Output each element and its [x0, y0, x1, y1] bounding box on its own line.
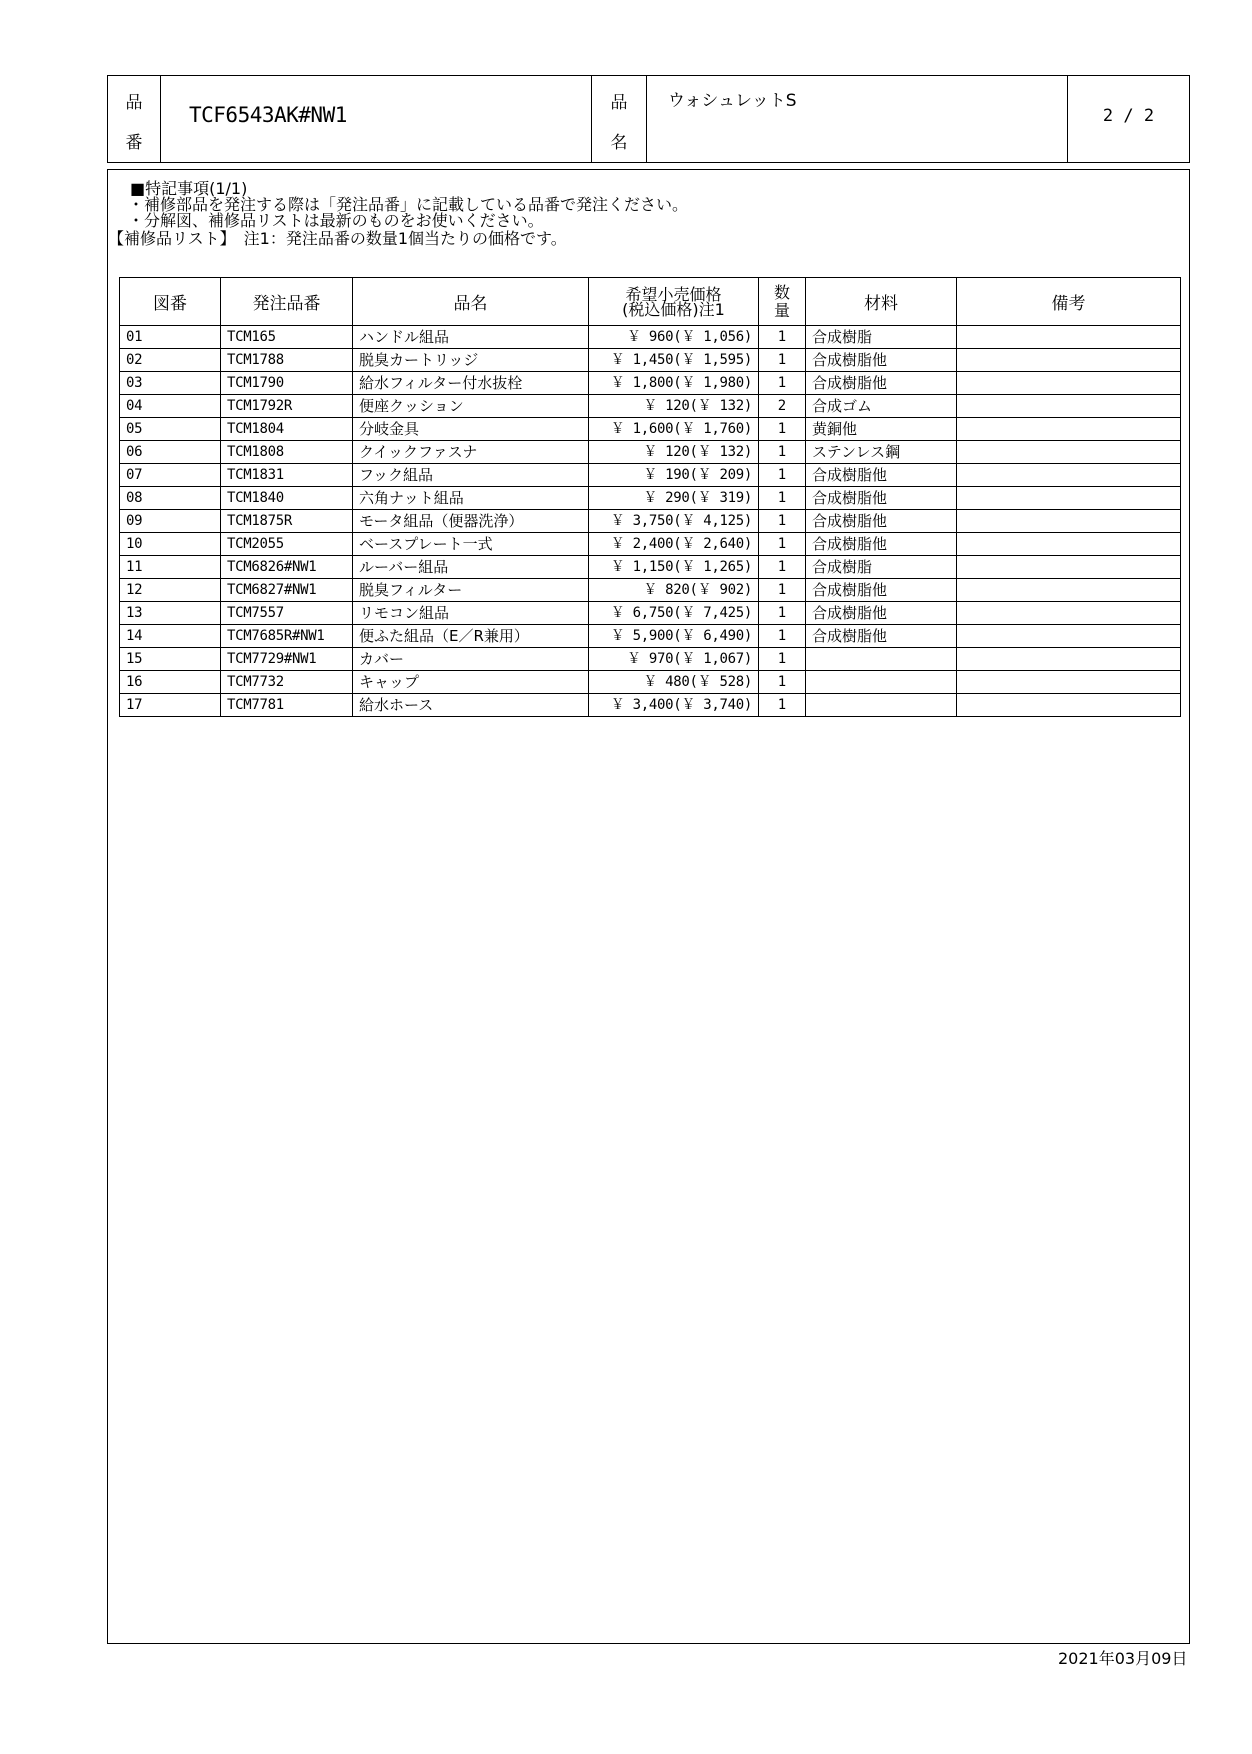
fig-no-cell: 14 [120, 625, 221, 648]
fig-no-cell: 12 [120, 579, 221, 602]
material-cell: 合成樹脂他 [806, 579, 957, 602]
material-cell: 合成樹脂他 [806, 349, 957, 372]
parts-table-body [120, 326, 1181, 717]
name-cell: 分岐金具 [353, 418, 589, 441]
table-row [120, 533, 1181, 556]
price-cell: ￥ 480(￥ 528) [589, 671, 759, 694]
name-cell: フック組品 [353, 464, 589, 487]
order-code-cell: TCM1788 [221, 349, 353, 372]
fig-no-cell: 17 [120, 694, 221, 717]
order-code-cell: TCM7685R#NW1 [221, 625, 353, 648]
price-cell: ￥ 120(￥ 132) [589, 395, 759, 418]
price-cell: ￥ 1,150(￥ 1,265) [589, 556, 759, 579]
remarks-cell [957, 349, 1181, 372]
remarks-cell [957, 441, 1181, 464]
remarks-cell [957, 395, 1181, 418]
fig-no-cell: 16 [120, 671, 221, 694]
qty-cell: 1 [759, 533, 806, 556]
qty-cell: 1 [759, 441, 806, 464]
price-cell: ￥ 190(￥ 209) [589, 464, 759, 487]
material-cell [806, 671, 957, 694]
issue-date: 2021年03月09日 [1058, 1649, 1188, 1668]
qty-cell: 1 [759, 326, 806, 349]
material-cell [806, 648, 957, 671]
name-cell: 給水フィルター付水抜栓 [353, 372, 589, 395]
price-cell: ￥ 290(￥ 319) [589, 487, 759, 510]
product-name-value: ウォシュレットS [668, 91, 797, 111]
material-cell: 黄銅他 [806, 418, 957, 441]
material-cell: 合成樹脂 [806, 326, 957, 349]
part-number-cell [161, 76, 592, 162]
part-number-value: TCF6543AK#NW1 [189, 103, 347, 127]
price-cell: ￥ 1,450(￥ 1,595) [589, 349, 759, 372]
product-name-cell [647, 76, 1068, 162]
material-cell: 合成樹脂他 [806, 487, 957, 510]
name-cell: リモコン組品 [353, 602, 589, 625]
qty-cell: 1 [759, 556, 806, 579]
qty-cell: 1 [759, 372, 806, 395]
price-cell: ￥ 820(￥ 902) [589, 579, 759, 602]
order-code-cell: TCM1808 [221, 441, 353, 464]
material-cell: 合成樹脂他 [806, 625, 957, 648]
remarks-cell [957, 487, 1181, 510]
price-cell: ￥ 970(￥ 1,067) [589, 648, 759, 671]
fig-no-cell: 03 [120, 372, 221, 395]
header-price: 希望小売価格 (税込価格)注1 [589, 278, 759, 326]
material-cell: 合成樹脂他 [806, 602, 957, 625]
qty-cell: 1 [759, 487, 806, 510]
table-header-row [120, 278, 1181, 326]
qty-cell: 1 [759, 625, 806, 648]
qty-cell: 1 [759, 349, 806, 372]
table-row [120, 648, 1181, 671]
material-cell: 合成樹脂他 [806, 372, 957, 395]
qty-cell: 1 [759, 464, 806, 487]
qty-cell: 2 [759, 395, 806, 418]
notes-title: ■特記事項(1/1) [130, 179, 248, 198]
special-notes [108, 181, 688, 247]
price-cell: ￥ 1,600(￥ 1,760) [589, 418, 759, 441]
table-row [120, 510, 1181, 533]
order-code-cell: TCM7729#NW1 [221, 648, 353, 671]
material-cell: ステンレス鋼 [806, 441, 957, 464]
name-cell: ルーバー組品 [353, 556, 589, 579]
order-code-cell: TCM7557 [221, 602, 353, 625]
fig-no-cell: 07 [120, 464, 221, 487]
price-cell: ￥ 120(￥ 132) [589, 441, 759, 464]
remarks-cell [957, 510, 1181, 533]
fig-no-cell: 11 [120, 556, 221, 579]
name-cell: キャップ [353, 671, 589, 694]
order-code-cell: TCM2055 [221, 533, 353, 556]
table-row [120, 349, 1181, 372]
order-code-cell: TCM1840 [221, 487, 353, 510]
qty-cell: 1 [759, 510, 806, 533]
order-code-cell: TCM1831 [221, 464, 353, 487]
remarks-cell [957, 464, 1181, 487]
remarks-cell [957, 694, 1181, 717]
notes-line-2: ・分解図、補修品リストは最新のものをお使いください。 [128, 211, 544, 230]
fig-no-cell: 05 [120, 418, 221, 441]
table-row [120, 579, 1181, 602]
name-cell: 脱臭カートリッジ [353, 349, 589, 372]
fig-no-cell: 04 [120, 395, 221, 418]
header-qty: 数 量 [759, 278, 806, 326]
table-row [120, 694, 1181, 717]
name-cell: ベースプレート一式 [353, 533, 589, 556]
material-cell: 合成樹脂 [806, 556, 957, 579]
product-name-label: 品 名 [592, 76, 647, 162]
header-fig-no: 図番 [120, 278, 221, 326]
name-cell: モータ組品（便器洗浄） [353, 510, 589, 533]
name-cell: 六角ナット組品 [353, 487, 589, 510]
remarks-cell [957, 326, 1181, 349]
price-cell: ￥ 6,750(￥ 7,425) [589, 602, 759, 625]
remarks-cell [957, 533, 1181, 556]
material-cell [806, 694, 957, 717]
material-cell: 合成樹脂他 [806, 464, 957, 487]
order-code-cell: TCM7732 [221, 671, 353, 694]
order-code-cell: TCM6827#NW1 [221, 579, 353, 602]
table-row [120, 464, 1181, 487]
fig-no-cell: 08 [120, 487, 221, 510]
price-cell: ￥ 5,900(￥ 6,490) [589, 625, 759, 648]
name-cell: 便座クッション [353, 395, 589, 418]
name-cell: 便ふた組品（E／R兼用） [353, 625, 589, 648]
material-cell: 合成樹脂他 [806, 510, 957, 533]
fig-no-cell: 09 [120, 510, 221, 533]
page-number-cell [1068, 76, 1189, 162]
price-cell: ￥ 3,750(￥ 4,125) [589, 510, 759, 533]
material-cell: 合成ゴム [806, 395, 957, 418]
name-cell: クイックファスナ [353, 441, 589, 464]
qty-cell: 1 [759, 694, 806, 717]
fig-no-cell: 02 [120, 349, 221, 372]
header-remarks: 備考 [957, 278, 1181, 326]
header-name: 品名 [353, 278, 589, 326]
remarks-cell [957, 602, 1181, 625]
name-cell: ハンドル組品 [353, 326, 589, 349]
remarks-cell [957, 418, 1181, 441]
price-cell: ￥ 1,800(￥ 1,980) [589, 372, 759, 395]
table-row [120, 326, 1181, 349]
table-row [120, 602, 1181, 625]
order-code-cell: TCM1875R [221, 510, 353, 533]
name-cell: 給水ホース [353, 694, 589, 717]
remarks-cell [957, 625, 1181, 648]
remarks-cell [957, 648, 1181, 671]
name-cell: 脱臭フィルター [353, 579, 589, 602]
fig-no-cell: 01 [120, 326, 221, 349]
table-row [120, 671, 1181, 694]
qty-cell: 1 [759, 418, 806, 441]
qty-cell: 1 [759, 648, 806, 671]
table-row [120, 372, 1181, 395]
table-row [120, 556, 1181, 579]
price-cell: ￥ 960(￥ 1,056) [589, 326, 759, 349]
header-material: 材料 [806, 278, 957, 326]
order-code-cell: TCM7781 [221, 694, 353, 717]
table-row [120, 418, 1181, 441]
order-code-cell: TCM1790 [221, 372, 353, 395]
fig-no-cell: 06 [120, 441, 221, 464]
part-number-label: 品 番 [108, 76, 161, 162]
order-code-cell: TCM1792R [221, 395, 353, 418]
remarks-cell [957, 579, 1181, 602]
qty-cell: 1 [759, 671, 806, 694]
price-cell: ￥ 3,400(￥ 3,740) [589, 694, 759, 717]
remarks-cell [957, 372, 1181, 395]
name-cell: カバー [353, 648, 589, 671]
qty-cell: 1 [759, 602, 806, 625]
price-cell: ￥ 2,400(￥ 2,640) [589, 533, 759, 556]
order-code-cell: TCM6826#NW1 [221, 556, 353, 579]
table-row [120, 625, 1181, 648]
table-row [120, 395, 1181, 418]
remarks-cell [957, 671, 1181, 694]
document-header [107, 75, 1190, 163]
fig-no-cell: 10 [120, 533, 221, 556]
table-row [120, 441, 1181, 464]
parts-list-title: 【補修品リスト】 注1：発注品番の数量1個当たりの価格です。 [108, 229, 567, 248]
order-code-cell: TCM1804 [221, 418, 353, 441]
fig-no-cell: 15 [120, 648, 221, 671]
header-order-code: 発注品番 [221, 278, 353, 326]
order-code-cell: TCM165 [221, 326, 353, 349]
table-row [120, 487, 1181, 510]
qty-cell: 1 [759, 579, 806, 602]
fig-no-cell: 13 [120, 602, 221, 625]
notes-line-1: ・補修部品を発注する際は「発注品番」に記載している品番で発注ください。 [128, 195, 689, 214]
parts-table [119, 277, 1181, 717]
material-cell: 合成樹脂他 [806, 533, 957, 556]
remarks-cell [957, 556, 1181, 579]
page-number: 2 / 2 [1102, 106, 1155, 126]
